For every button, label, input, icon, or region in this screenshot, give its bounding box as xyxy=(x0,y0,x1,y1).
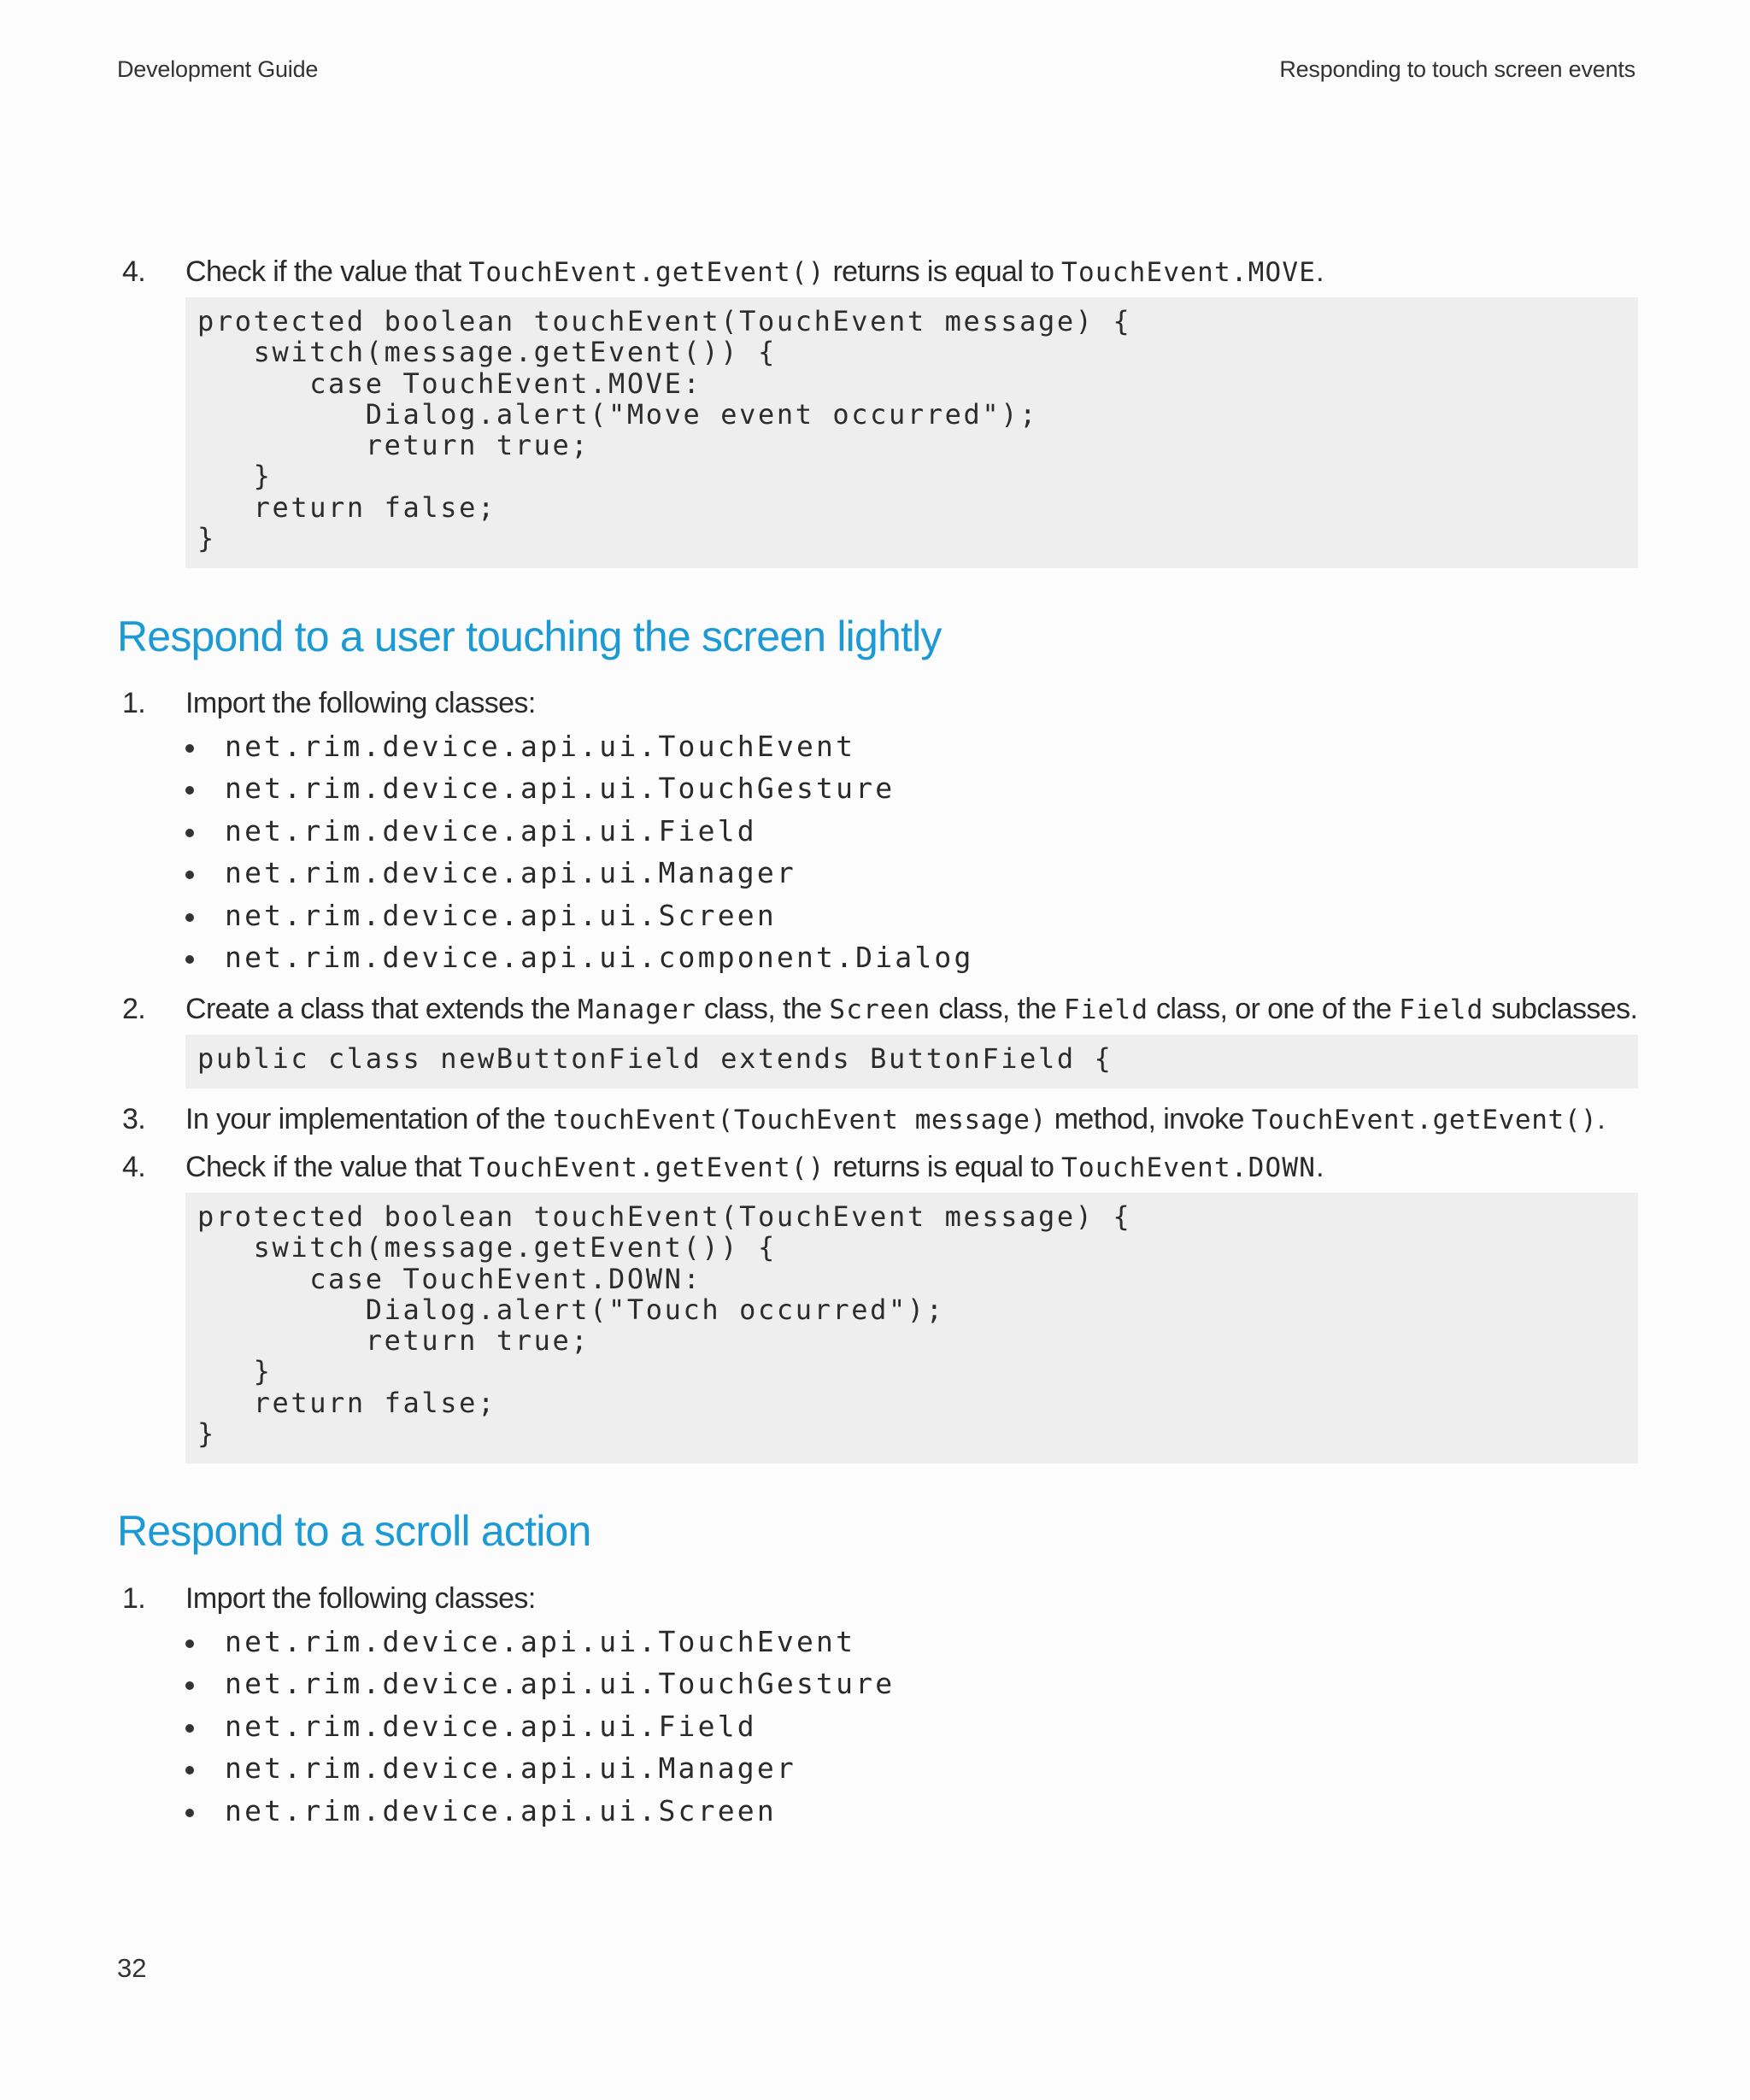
section-heading-touch: Respond to a user touching the screen lightly xyxy=(117,613,942,660)
list-item: net.rim.device.api.ui.Screen xyxy=(185,1790,895,1832)
bullet-icon xyxy=(185,786,194,795)
list-item: net.rim.device.api.ui.Field xyxy=(185,1705,895,1747)
list-item: net.rim.device.api.ui.TouchGesture xyxy=(185,1663,895,1704)
inline-code: Manager xyxy=(577,994,697,1025)
bullet-icon xyxy=(185,1640,194,1648)
bullet-icon xyxy=(185,871,194,879)
step-text: Create a class that extends the Manager class, the Screen class, the Field class, or one of the Field subclasses. xyxy=(185,993,1638,1025)
list-item: net.rim.device.api.ui.Manager xyxy=(185,1747,895,1789)
step-text: In your implementation of the touchEvent(TouchEvent message) method, invoke TouchEvent.getEvent(). xyxy=(185,1103,1606,1135)
step-number: 1. xyxy=(122,1582,146,1615)
inline-code: TouchEvent.getEvent() xyxy=(468,257,825,288)
bullet-icon xyxy=(185,744,194,753)
running-header-right: Responding to touch screen events xyxy=(1279,56,1635,82)
list-item: net.rim.device.api.ui.TouchEvent xyxy=(185,725,974,767)
section-heading-scroll: Respond to a scroll action xyxy=(117,1507,591,1555)
inline-code: TouchEvent.MOVE xyxy=(1061,257,1317,288)
bullet-icon xyxy=(185,1681,194,1690)
step-text: Check if the value that TouchEvent.getEvent() returns is equal to TouchEvent.MOVE. xyxy=(185,255,1324,288)
class-list-scroll xyxy=(185,1621,895,1832)
inline-code: TouchEvent.getEvent() xyxy=(468,1153,825,1183)
bullet-icon xyxy=(185,913,194,922)
code-block-move xyxy=(185,297,1638,568)
step-number: 4. xyxy=(122,1151,146,1183)
bullet-icon xyxy=(185,1809,194,1817)
inline-code: TouchEvent.DOWN xyxy=(1061,1153,1317,1183)
inline-code: TouchEvent.getEvent() xyxy=(1251,1105,1598,1135)
step-text: Import the following classes: xyxy=(185,687,536,719)
bullet-icon xyxy=(185,1766,194,1774)
bullet-icon xyxy=(185,1724,194,1733)
list-item: net.rim.device.api.ui.TouchGesture xyxy=(185,767,974,809)
inline-code: Screen xyxy=(829,994,931,1025)
step-number: 4. xyxy=(122,255,146,288)
inline-code: Field xyxy=(1399,994,1484,1025)
step-number: 2. xyxy=(122,993,146,1025)
list-item: net.rim.device.api.ui.TouchEvent xyxy=(185,1621,895,1663)
list-item: net.rim.device.api.ui.component.Dialog xyxy=(185,936,974,978)
code-listing: protected boolean touchEvent(TouchEvent message) { switch(message.getEvent()) { case TouchEvent.DOWN: Dialog.alert("Touch occurred"); return true; } return false; } xyxy=(197,1200,1132,1451)
inline-code: touchEvent(TouchEvent message) xyxy=(552,1105,1047,1135)
step-number: 1. xyxy=(122,687,146,719)
code-block-down xyxy=(185,1193,1638,1464)
class-list xyxy=(185,725,974,978)
code-block-class-declaration xyxy=(185,1035,1638,1088)
bullet-icon xyxy=(185,955,194,964)
bullet-icon xyxy=(185,829,194,837)
page-number: 32 xyxy=(117,1953,147,1983)
step-text: Check if the value that TouchEvent.getEvent() returns is equal to TouchEvent.DOWN. xyxy=(185,1151,1324,1183)
step-text: Import the following classes: xyxy=(185,1582,536,1615)
list-item: net.rim.device.api.ui.Field xyxy=(185,810,974,852)
running-header-left: Development Guide xyxy=(117,56,319,82)
code-listing: public class newButtonField extends ButtonField { xyxy=(197,1042,1113,1075)
step-number: 3. xyxy=(122,1103,146,1135)
list-item: net.rim.device.api.ui.Screen xyxy=(185,895,974,936)
list-item: net.rim.device.api.ui.Manager xyxy=(185,852,974,894)
inline-code: Field xyxy=(1063,994,1149,1025)
code-listing: protected boolean touchEvent(TouchEvent message) { switch(message.getEvent()) { case TouchEvent.MOVE: Dialog.alert("Move event occurred"); return true; } return false; } xyxy=(197,305,1132,555)
